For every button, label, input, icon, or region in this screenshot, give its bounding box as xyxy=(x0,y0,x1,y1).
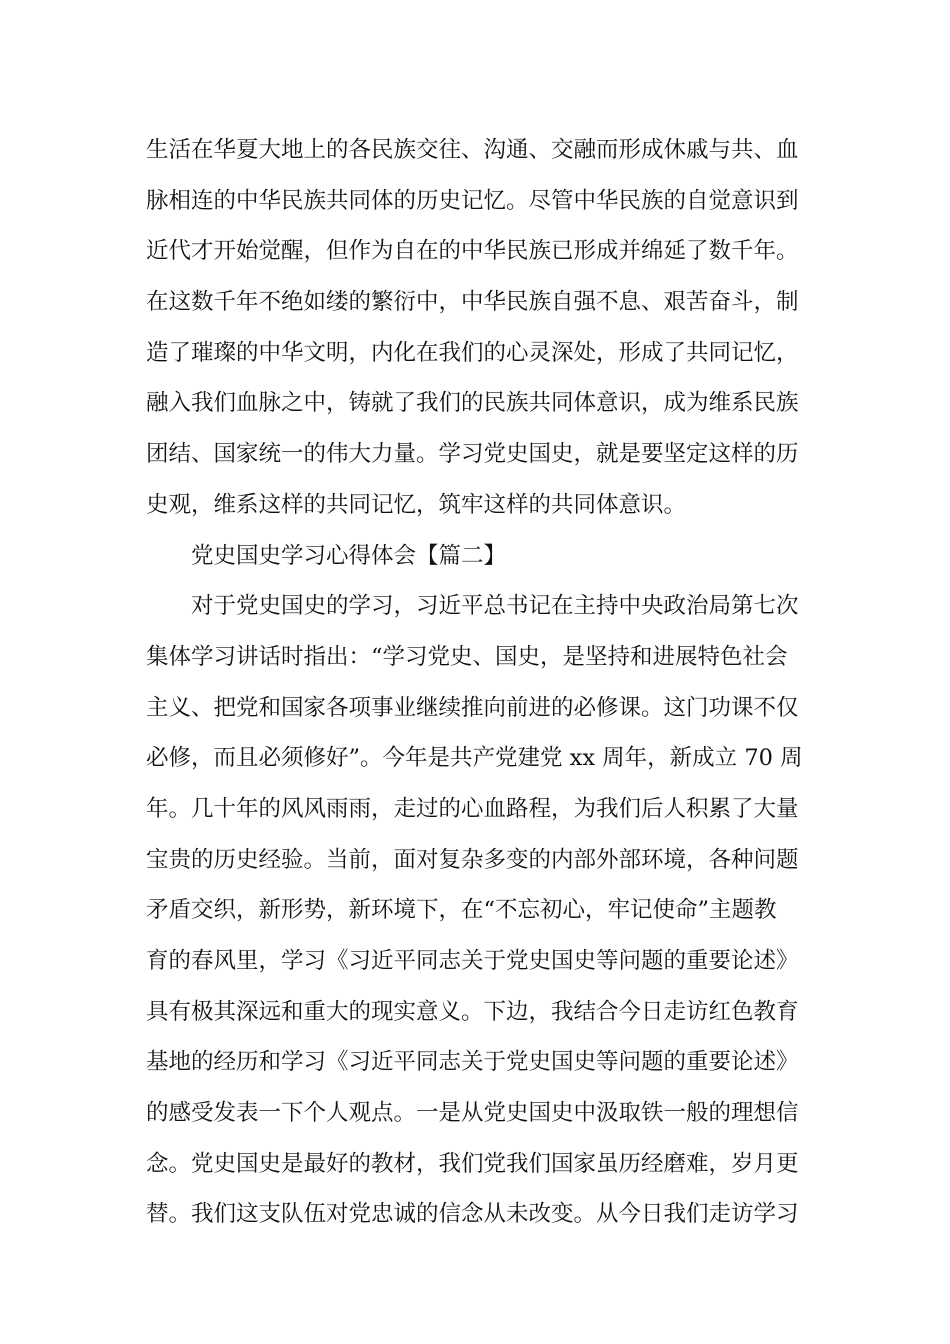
text-line: 融入我们血脉之中，铸就了我们的民族共同体意识，成为维系民族 xyxy=(146,390,799,417)
text-line: 在这数千年不绝如缕的繁衍中，中华民族自强不息、艰苦奋斗，制 xyxy=(146,289,799,316)
text-line: 集体学习讲话时指出：“学习党史、国史，是坚持和进展特色社会 xyxy=(146,643,788,670)
text-line: 宝贵的历史经验。当前，面对复杂多变的内部外部环境，各种问题 xyxy=(146,846,799,873)
text-line: 史观，维系这样的共同记忆，筑牢这样的共同体意识。 xyxy=(146,491,687,518)
text-line: 必修，而且必须修好”。今年是共产党建党 xx 周年，新成立 70 周 xyxy=(146,745,803,772)
text-line: 的感受发表一下个人观点。一是从党史国史中汲取铁一般的理想信 xyxy=(146,1100,799,1127)
text-line: 团结、国家统一的伟大力量。学习党史国史，就是要坚定这样的历 xyxy=(146,441,799,468)
text-line: 念。党史国史是最好的教材，我们党我们国家虽历经磨难，岁月更 xyxy=(146,1150,799,1177)
text-line: 替。我们这支队伍对党忠诚的信念从未改变。从今日我们走访学习 xyxy=(146,1201,799,1228)
text-line: 基地的经历和学习《习近平同志关于党史国史等问题的重要论述》 xyxy=(146,1049,799,1076)
text-line: 育的春风里，学习《习近平同志关于党史国史等问题的重要论述》 xyxy=(146,948,799,974)
text-line: 主义、把党和国家各项事业继续推向前进的必修课。这门功课不仅 xyxy=(146,694,799,721)
text-line: 脉相连的中华民族共同体的历史记忆。尽管中华民族的自觉意识到 xyxy=(146,187,799,214)
text-line: 年。几十年的风风雨雨，走过的心血路程，为我们后人积累了大量 xyxy=(146,795,799,822)
text-line: 生活在华夏大地上的各民族交往、沟通、交融而形成休戚与共、血 xyxy=(146,137,799,163)
text-line: 具有极其深远和重大的现实意义。下边，我结合今日走访红色教育 xyxy=(146,998,799,1025)
text-line: 对于党史国史的学习，习近平总书记在主持中央政治局第七次 xyxy=(191,593,799,620)
document-body xyxy=(146,125,810,1240)
text-line: 造了璀璨的中华文明，内化在我们的心灵深处，形成了共同记忆， xyxy=(146,339,799,366)
text-line: 矛盾交织，新形势，新环境下，在“不忘初心，牢记使命”主题教 xyxy=(146,897,777,924)
text-line: 近代才开始觉醒，但作为自在的中华民族已形成并绵延了数千年。 xyxy=(146,238,799,265)
section-heading: 党史国史学习心得体会【篇二】 xyxy=(191,542,507,569)
